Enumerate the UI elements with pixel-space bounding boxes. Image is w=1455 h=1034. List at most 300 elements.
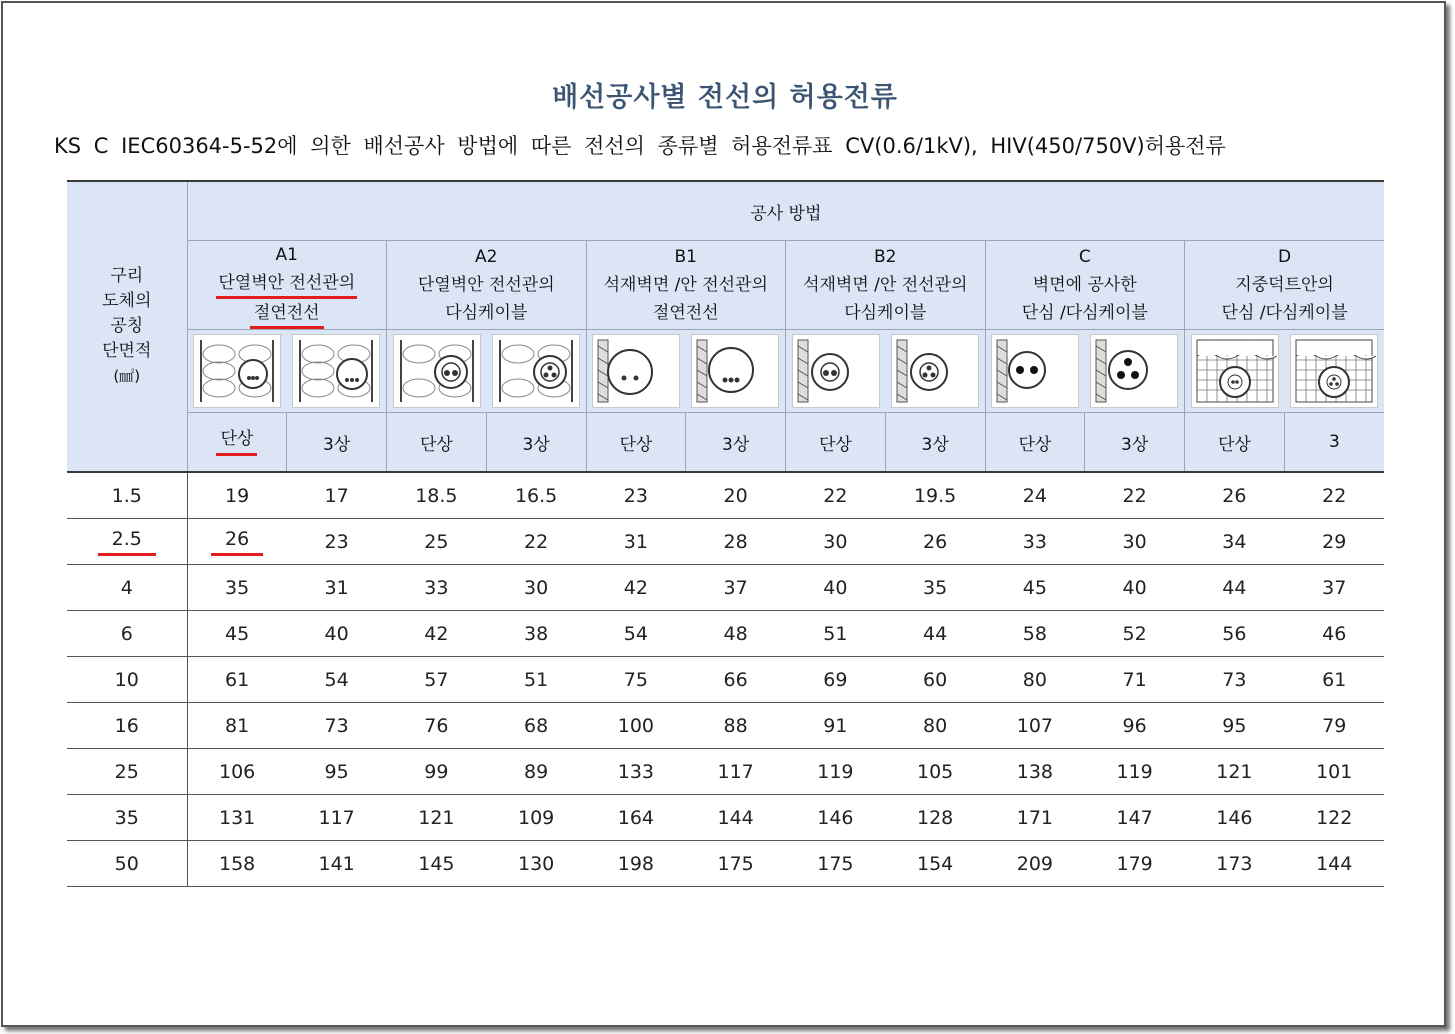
current-value: 24 [1022, 484, 1047, 507]
current-value-cell [1085, 611, 1185, 657]
current-value: 46 [1322, 622, 1347, 645]
table-header [67, 181, 1384, 472]
current-value: 35 [923, 576, 948, 599]
current-value: 76 [424, 714, 449, 737]
insulated-wall-multicore-3-icon [494, 336, 578, 406]
current-value-cell [387, 611, 487, 657]
current-value-cell [1185, 611, 1285, 657]
corner-line: (㎟) [113, 367, 141, 385]
current-value: 26 [923, 530, 948, 553]
current-value-cell [387, 472, 487, 519]
current-value: 145 [418, 852, 455, 875]
current-value-cell [786, 472, 886, 519]
method-code: B1 [674, 247, 697, 267]
current-value-cell [287, 703, 387, 749]
current-value: 18.5 [415, 484, 458, 507]
current-value-cell [387, 795, 487, 841]
current-value-cell [287, 657, 387, 703]
conductor-size-cell [67, 565, 187, 611]
diagram-cell [287, 330, 387, 413]
current-value: 19.5 [913, 484, 957, 507]
current-value: 56 [1222, 622, 1247, 645]
conductor-size-cell [67, 703, 187, 749]
table-row [67, 565, 1384, 611]
current-value-cell [885, 749, 985, 795]
current-value-cell [985, 749, 1085, 795]
current-value-cell [586, 472, 686, 519]
diagram-cell [985, 330, 1085, 413]
size-value: 16 [114, 714, 139, 737]
wall-mounted-cable-3-icon [1092, 336, 1176, 406]
current-value-cell [1185, 519, 1285, 565]
conductor-size-header [67, 181, 187, 472]
current-value: 40 [823, 576, 848, 599]
phase-header: 3상 [885, 413, 985, 473]
underground-duct-three-icon [1292, 336, 1376, 406]
current-value: 138 [1016, 760, 1053, 783]
size-value: 1.5 [111, 484, 142, 507]
method-code: A2 [475, 247, 498, 267]
size-value: 6 [120, 622, 133, 645]
current-value: 26 [1222, 484, 1247, 507]
current-value: 31 [623, 530, 648, 553]
current-value: 73 [1222, 668, 1247, 691]
current-value: 17 [324, 484, 349, 507]
current-value: 80 [923, 714, 948, 737]
current-value-cell [1185, 472, 1285, 519]
current-value-cell [1284, 472, 1384, 519]
masonry-wall-conduit-single-icon [594, 336, 678, 406]
current-value: 147 [1116, 806, 1153, 829]
current-value: 61 [225, 668, 250, 691]
current-value-cell [486, 472, 586, 519]
current-value-cell [486, 611, 586, 657]
phase-label-highlighted: 단상 [216, 428, 257, 456]
current-value: 198 [617, 852, 654, 875]
current-value-cell [486, 703, 586, 749]
diagram-cell [1185, 330, 1285, 413]
current-value: 38 [524, 622, 549, 645]
table-row [67, 611, 1384, 657]
current-value: 131 [218, 806, 256, 829]
size-value: 25 [114, 760, 139, 783]
current-value: 173 [1216, 852, 1253, 875]
current-value: 22 [823, 484, 848, 507]
current-value-cell [786, 841, 886, 887]
current-value: 100 [617, 714, 654, 737]
method-line1: 석재벽면 /안 전선관의 [603, 275, 768, 295]
current-value-cell [1085, 749, 1185, 795]
masonry-wall-multicore-3-icon [893, 336, 977, 406]
phase-header: 3 [1284, 413, 1384, 473]
diagram-cell [885, 330, 985, 413]
current-value-cell [187, 703, 287, 749]
size-value: 50 [114, 852, 139, 875]
current-value-cell [1085, 657, 1185, 703]
current-value: 58 [1022, 622, 1047, 645]
current-value: 95 [324, 760, 349, 783]
current-value-cell [686, 841, 786, 887]
diagram-cell [686, 330, 786, 413]
current-value: 146 [817, 806, 854, 829]
highlighted-current-value: 26 [211, 528, 263, 556]
current-value-cell [187, 472, 287, 519]
current-value: 81 [225, 714, 250, 737]
corner-line: 공칭 [110, 316, 144, 336]
method-line1: 석재벽면 /안 전선관의 [803, 275, 968, 295]
masonry-wall-multicore-2-icon [794, 336, 878, 406]
current-value: 117 [318, 806, 355, 829]
method-line2: 단심 /다심케이블 [1021, 303, 1148, 323]
current-value-cell [387, 749, 487, 795]
current-value: 45 [1022, 576, 1047, 599]
method-line1: 지중덕트안의 [1235, 275, 1334, 295]
conductor-size-cell [67, 841, 187, 887]
current-value-cell [486, 565, 586, 611]
method-line1-highlighted: 단열벽안 전선관의 [216, 270, 357, 299]
current-value-cell [586, 565, 686, 611]
current-value-cell [586, 703, 686, 749]
current-value-cell [1284, 657, 1384, 703]
current-value-cell [686, 749, 786, 795]
current-value-cell [486, 657, 586, 703]
current-value-cell [985, 841, 1085, 887]
current-value-cell [686, 657, 786, 703]
current-value-cell [1185, 703, 1285, 749]
current-value-cell [686, 519, 786, 565]
current-value-cell [486, 519, 586, 565]
current-value-cell [187, 795, 287, 841]
current-value-cell [985, 657, 1085, 703]
table-row [67, 795, 1384, 841]
current-value-cell [187, 841, 287, 887]
phase-header [187, 413, 287, 473]
current-value: 105 [916, 760, 954, 783]
current-value: 175 [717, 852, 754, 875]
current-value-cell [786, 611, 886, 657]
current-value-cell [1284, 841, 1384, 887]
current-value-cell [1284, 519, 1384, 565]
current-value-cell [187, 657, 287, 703]
current-value: 119 [817, 760, 854, 783]
current-value-cell [885, 611, 985, 657]
method-line2: 단심 /다심케이블 [1221, 303, 1348, 323]
corner-line: 구리 [110, 266, 144, 286]
current-value-cell [1185, 565, 1285, 611]
insulated-wall-conduit-single-icon [195, 336, 279, 406]
current-value-cell [885, 657, 985, 703]
size-value: 4 [120, 576, 133, 599]
current-value: 42 [424, 622, 449, 645]
current-value-cell [187, 611, 287, 657]
current-value: 101 [1316, 760, 1353, 783]
current-value: 22 [524, 530, 549, 553]
current-value: 119 [1116, 760, 1153, 783]
conductor-size-cell [67, 749, 187, 795]
current-value-cell [387, 519, 487, 565]
method-line2: 다심케이블 [844, 303, 927, 323]
current-value: 144 [1316, 852, 1353, 875]
method-line2-highlighted: 절연전선 [250, 300, 324, 329]
current-value: 133 [617, 760, 654, 783]
current-value: 73 [324, 714, 349, 737]
current-value-cell [1185, 795, 1285, 841]
current-value-cell [586, 611, 686, 657]
method-line1: 단열벽안 전선관의 [417, 275, 555, 295]
highlighted-size-value: 2.5 [98, 528, 156, 556]
current-value-cell [985, 703, 1085, 749]
current-value-cell [985, 565, 1085, 611]
table-row [67, 703, 1384, 749]
insulated-wall-multicore-2-icon [395, 336, 479, 406]
conductor-size-cell [67, 795, 187, 841]
table-row [67, 472, 1384, 519]
method-header-a1 [187, 241, 387, 330]
current-value: 171 [1016, 806, 1053, 829]
current-value: 30 [524, 576, 549, 599]
current-value-cell [1185, 841, 1285, 887]
current-value: 69 [823, 668, 848, 691]
corner-line: 도체의 [102, 291, 152, 311]
current-value: 209 [1016, 852, 1053, 875]
current-value: 22 [1322, 484, 1347, 507]
phase-header: 3상 [287, 413, 387, 473]
current-value: 33 [1022, 530, 1047, 553]
allowable-current-table [67, 180, 1384, 887]
current-value: 99 [424, 760, 449, 783]
current-value: 23 [324, 530, 349, 553]
table-row [67, 519, 1384, 565]
current-value: 79 [1322, 714, 1347, 737]
current-value-cell [985, 519, 1085, 565]
current-value: 19 [225, 484, 250, 507]
conductor-size-cell [67, 611, 187, 657]
current-value-cell [686, 703, 786, 749]
current-value: 29 [1322, 530, 1347, 553]
current-value: 88 [723, 714, 748, 737]
phase-header: 단상 [985, 413, 1085, 473]
current-value-cell [885, 795, 985, 841]
method-code: C [1078, 247, 1091, 267]
current-value-cell [786, 657, 886, 703]
current-value-cell [387, 703, 487, 749]
current-value-cell [187, 519, 287, 565]
current-value: 128 [916, 806, 954, 829]
current-value: 158 [218, 852, 256, 875]
current-value: 121 [418, 806, 455, 829]
diagram-cell [786, 330, 886, 413]
size-value: 35 [114, 806, 139, 829]
current-value-cell [985, 795, 1085, 841]
phase-header: 3상 [1085, 413, 1185, 473]
current-value-cell [486, 841, 586, 887]
phase-header: 단상 [1185, 413, 1285, 473]
current-value-cell [786, 565, 886, 611]
diagram-cell [387, 330, 487, 413]
phase-header: 3상 [686, 413, 786, 473]
current-value: 20 [723, 484, 748, 507]
current-value: 52 [1122, 622, 1147, 645]
current-value: 30 [823, 530, 848, 553]
current-value: 121 [1216, 760, 1253, 783]
current-value-cell [1284, 795, 1384, 841]
current-value-cell [387, 841, 487, 887]
current-value: 117 [717, 760, 754, 783]
current-value: 23 [623, 484, 648, 507]
current-value: 96 [1122, 714, 1147, 737]
current-value: 80 [1022, 668, 1047, 691]
current-value: 44 [1222, 576, 1247, 599]
current-value-cell [187, 565, 287, 611]
current-value-cell [1085, 841, 1185, 887]
method-header-b1 [586, 241, 786, 330]
current-value: 164 [617, 806, 654, 829]
masonry-wall-conduit-three-icon [693, 336, 777, 406]
current-value-cell [486, 795, 586, 841]
current-value: 141 [318, 852, 355, 875]
current-value: 16.5 [514, 484, 558, 507]
current-value: 144 [717, 806, 754, 829]
current-value-cell [885, 703, 985, 749]
current-value: 34 [1222, 530, 1247, 553]
current-value: 71 [1122, 668, 1147, 691]
current-value: 42 [623, 576, 648, 599]
method-header-d [1185, 241, 1385, 330]
method-line2: 절연전선 [652, 303, 719, 323]
current-value: 122 [1316, 806, 1353, 829]
current-value-cell [1085, 519, 1185, 565]
conductor-size-cell [67, 657, 187, 703]
current-value: 57 [424, 668, 449, 691]
phase-header: 단상 [586, 413, 686, 473]
installation-method-group-header: 공사 방법 [187, 181, 1384, 241]
current-value-cell [885, 472, 985, 519]
current-value-cell [1284, 611, 1384, 657]
table-row [67, 841, 1384, 887]
current-value-cell [486, 749, 586, 795]
current-value: 109 [517, 806, 555, 829]
table-body [67, 472, 1384, 887]
current-value-cell [586, 841, 686, 887]
current-value-cell [287, 749, 387, 795]
current-value: 54 [623, 622, 648, 645]
current-value: 40 [324, 622, 349, 645]
current-value-cell [686, 611, 786, 657]
method-code: B2 [874, 247, 897, 267]
current-value: 60 [923, 668, 948, 691]
current-value-cell [586, 749, 686, 795]
current-value: 33 [424, 576, 449, 599]
current-value-cell [287, 611, 387, 657]
current-value-cell [287, 519, 387, 565]
current-value-cell [586, 519, 686, 565]
phase-header: 단상 [387, 413, 487, 473]
current-value-cell [1085, 703, 1185, 749]
table-row [67, 657, 1384, 703]
method-line1: 벽면에 공사한 [1032, 275, 1137, 295]
page-subtitle: KS C IEC60364-5-52에 의한 배선공사 방법에 따른 전선의 종류별 허용전류표 CV(0.6/1kV), HIV(450/750V)허용전류 [54, 134, 1226, 158]
corner-line: 단면적 [102, 341, 152, 361]
current-value: 51 [524, 668, 549, 691]
current-value-cell [1185, 657, 1285, 703]
current-value: 54 [324, 668, 349, 691]
current-value: 179 [1116, 852, 1153, 875]
current-value: 48 [723, 622, 748, 645]
current-value-cell [885, 841, 985, 887]
current-value: 28 [723, 530, 748, 553]
underground-duct-single-icon [1193, 336, 1277, 406]
current-value: 30 [1122, 530, 1147, 553]
page-title: 배선공사별 전선의 허용전류 [552, 82, 898, 113]
current-value: 95 [1222, 714, 1247, 737]
current-value: 106 [218, 760, 256, 783]
current-value-cell [786, 703, 886, 749]
current-value: 35 [225, 576, 250, 599]
method-code: D [1278, 247, 1292, 267]
current-value: 154 [916, 852, 954, 875]
current-value-cell [387, 657, 487, 703]
diagram-cell [586, 330, 686, 413]
current-value-cell [686, 472, 786, 519]
current-value-cell [287, 565, 387, 611]
current-value: 45 [225, 622, 250, 645]
current-value: 61 [1322, 668, 1347, 691]
current-value-cell [287, 472, 387, 519]
method-header-b2 [786, 241, 986, 330]
method-header-c [985, 241, 1185, 330]
current-value-cell [1085, 565, 1185, 611]
wall-mounted-cable-2-icon [993, 336, 1077, 406]
current-value-cell [686, 795, 786, 841]
current-value: 31 [324, 576, 349, 599]
current-value-cell [1085, 472, 1185, 519]
current-value-cell [686, 565, 786, 611]
current-value: 75 [623, 668, 648, 691]
current-value-cell [586, 657, 686, 703]
current-value-cell [287, 841, 387, 887]
current-value: 51 [823, 622, 848, 645]
current-value-cell [1085, 795, 1185, 841]
method-header-a2 [387, 241, 587, 330]
current-value: 66 [723, 668, 748, 691]
current-value: 146 [1216, 806, 1253, 829]
current-value-cell [1185, 749, 1285, 795]
current-value: 89 [524, 760, 549, 783]
phase-header: 단상 [786, 413, 886, 473]
conductor-size-cell [67, 472, 187, 519]
phase-header: 3상 [486, 413, 586, 473]
current-value-cell [1284, 703, 1384, 749]
conductor-size-cell [67, 519, 187, 565]
current-value: 68 [524, 714, 549, 737]
current-value-cell [1284, 565, 1384, 611]
insulated-wall-conduit-three-icon [294, 336, 378, 406]
diagram-cell [1085, 330, 1185, 413]
current-value-cell [786, 519, 886, 565]
method-code: A1 [275, 245, 298, 265]
current-value-cell [187, 749, 287, 795]
current-value-cell [786, 749, 886, 795]
method-line2: 다심케이블 [445, 303, 528, 323]
current-value-cell [387, 565, 487, 611]
current-value: 37 [1322, 576, 1347, 599]
current-value-cell [985, 611, 1085, 657]
document-page [1, 1, 1446, 1027]
current-value: 22 [1122, 484, 1147, 507]
current-value: 44 [923, 622, 948, 645]
table-row [67, 749, 1384, 795]
size-value: 10 [114, 668, 139, 691]
